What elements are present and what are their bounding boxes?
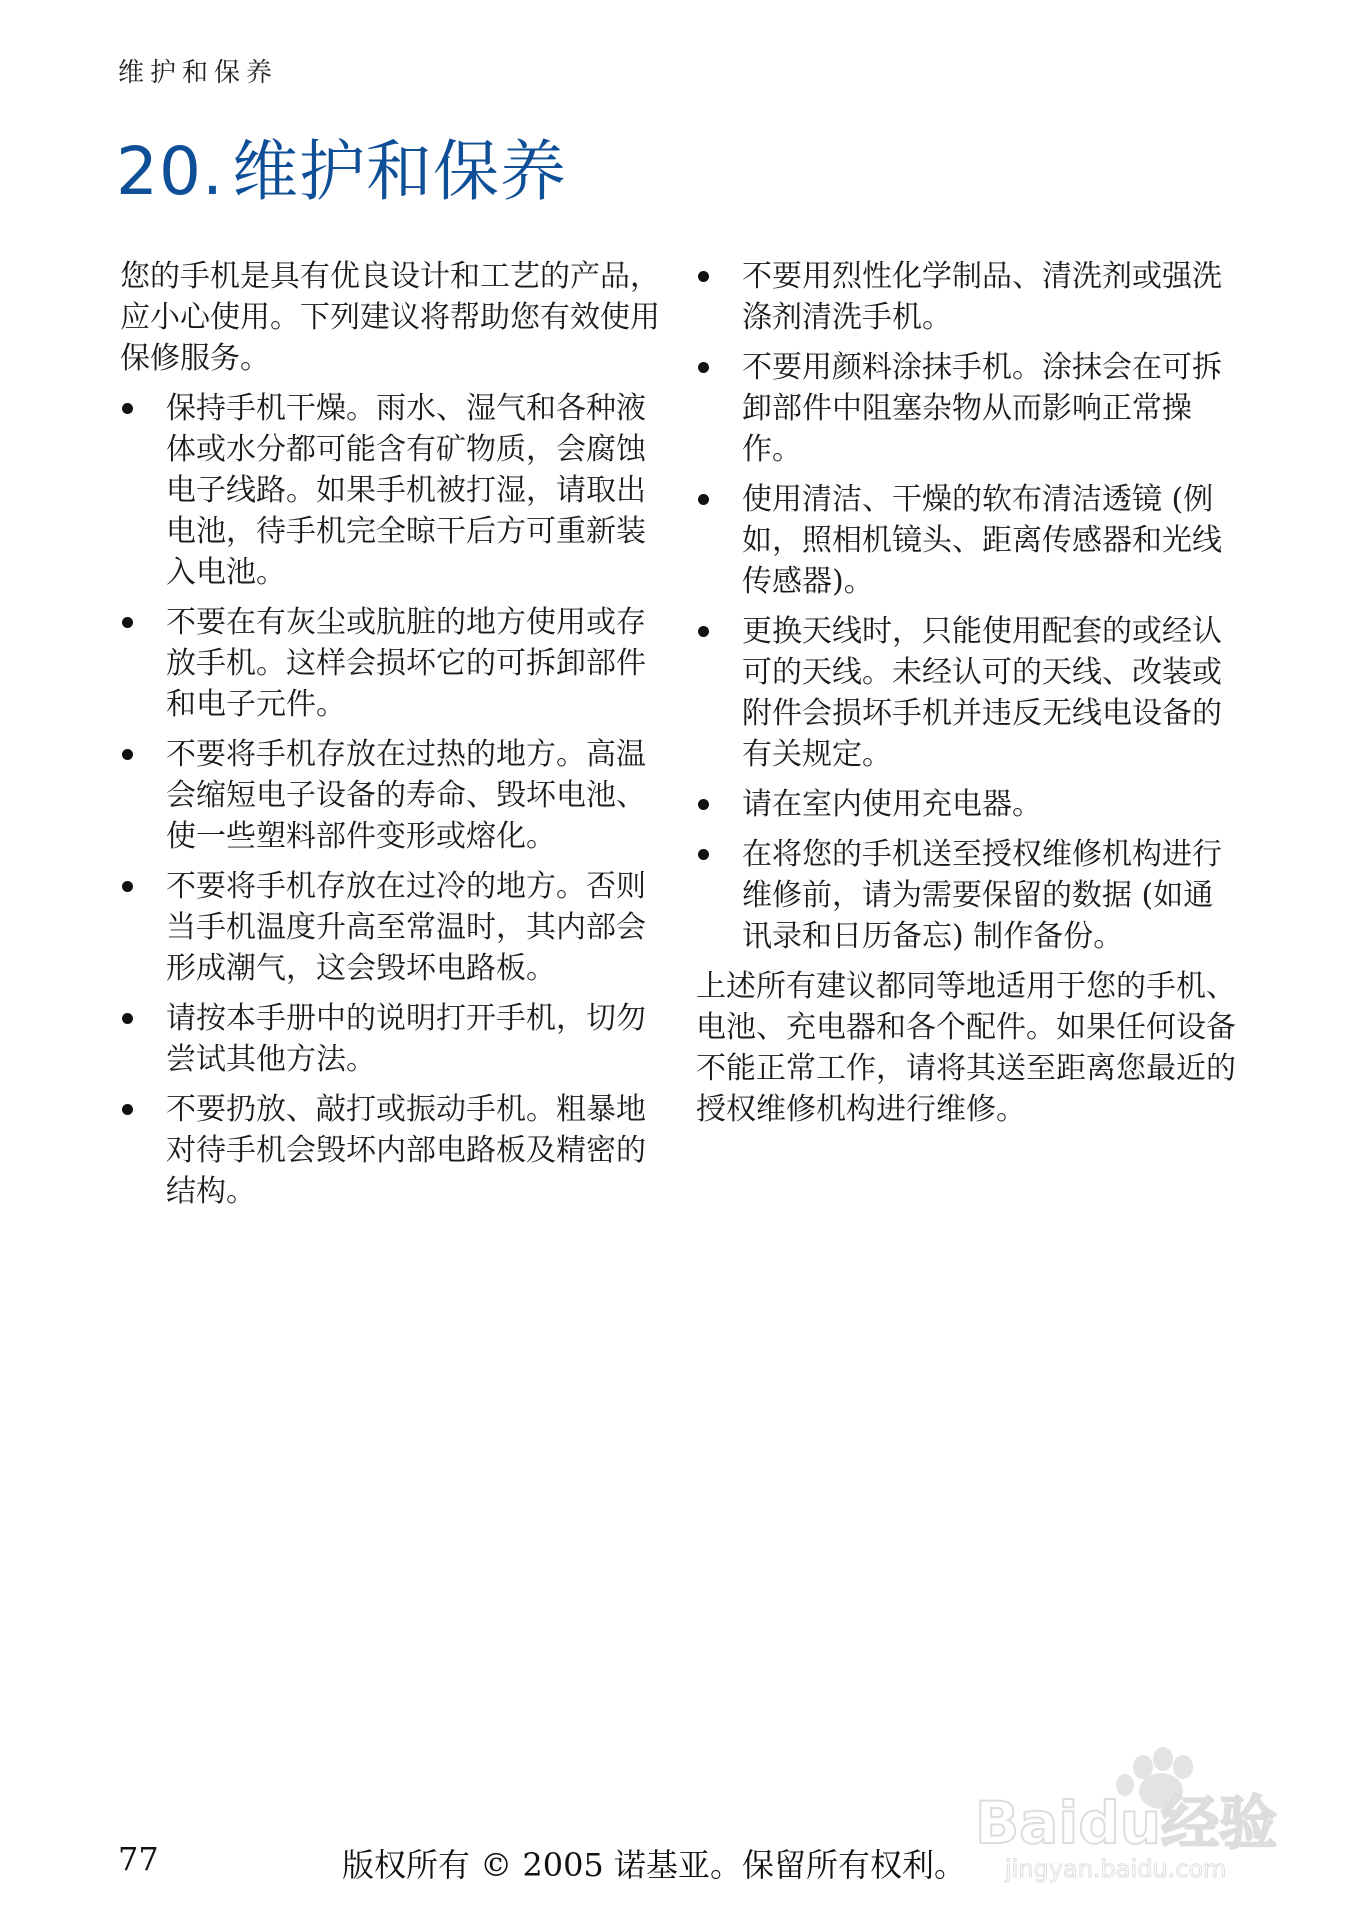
right-column [696,256,1236,1139]
watermark-url: jingyan.baidu.com [1005,1855,1227,1883]
list-item [696,347,1236,470]
watermark-brand: Baidu经验 [975,1789,1278,1857]
list-item [696,784,1236,825]
list-item-text: 不要用烈性化学制品、清洗剂或强洗涤剂清洗手机。 [742,259,1222,335]
bullet-icon [122,1104,133,1115]
list-item [120,1089,660,1212]
list-item-text: 不要用颜料涂抹手机。涂抹会在可拆卸部件中阻塞杂物从而影响正常操作。 [742,350,1222,467]
list-item-text: 不要将手机存放在过热的地方。高温会缩短电子设备的寿命、毁坏电池、使一些塑料部件变形或熔化。 [166,737,646,854]
copyright-notice: 版权所有 © 2005 诺基亚。保留所有权利。 [342,1846,966,1884]
bullet-icon [122,403,133,414]
bullet-icon [122,881,133,892]
list-item [120,998,660,1080]
bullet-icon [122,749,133,760]
list-item-text: 请按本手册中的说明打开手机，切勿尝试其他方法。 [166,1001,646,1077]
bullet-icon [698,799,709,810]
bullet-icon [698,849,709,860]
left-column [120,256,660,1221]
chapter-number: 20. [116,133,224,210]
list-item-text: 使用清洁、干燥的软布清洁透镜 (例如，照相机镜头、距离传感器和光线传感器)。 [742,482,1222,599]
list-item-text: 请在室内使用充电器。 [742,787,1042,822]
list-item [696,611,1236,775]
baidu-jingyan-watermark-logo [975,1745,1295,1885]
running-header: 维护和保养 [118,58,279,88]
list-item-text: 保持手机干燥。雨水、湿气和各种液体或水分都可能含有矿物质，会腐蚀电子线路。如果手机被打湿，请取出电池，待手机完全晾干后方可重新装入电池。 [166,391,646,590]
bullet-icon [698,271,709,282]
bullet-icon [122,617,133,628]
list-item-text: 不要在有灰尘或肮脏的地方使用或存放手机。这样会损坏它的可拆卸部件和电子元件。 [166,605,646,722]
page-number: 77 [118,1840,159,1878]
list-item-text: 更换天线时，只能使用配套的或经认可的天线。未经认可的天线、改装或附件会损坏手机并违反无线电设备的有关规定。 [742,614,1222,772]
intro-paragraph: 您的手机是具有优良设计和工艺的产品，应小心使用。下列建议将帮助您有效使用保修服务。 [120,259,660,376]
bullet-icon [698,626,709,637]
list-item [696,256,1236,338]
list-item-text: 在将您的手机送至授权维修机构进行维修前，请为需要保留的数据 (如通讯录和日历备忘) 制作备份。 [742,837,1222,954]
left-bullet-list [120,388,660,1212]
chapter-title-text: 维护和保养 [231,133,567,210]
right-bullet-list [696,256,1236,957]
chapter-title [116,118,567,213]
closing-paragraph: 上述所有建议都同等地适用于您的手机、电池、充电器和各个配件。如果任何设备不能正常工作，请将其送至距离您最近的授权维修机构进行维修。 [696,969,1236,1127]
list-item [120,734,660,857]
list-item [696,479,1236,602]
list-item [120,866,660,989]
list-item [120,388,660,593]
bullet-icon [122,1013,133,1024]
list-item-text: 不要扔放、敲打或振动手机。粗暴地对待手机会毁坏内部电路板及精密的结构。 [166,1092,646,1209]
list-item [120,602,660,725]
list-item-text: 不要将手机存放在过冷的地方。否则当手机温度升高至常温时，其内部会形成潮气，这会毁坏电路板。 [166,869,646,986]
bullet-icon [698,494,709,505]
list-item [696,834,1236,957]
bullet-icon [698,362,709,373]
